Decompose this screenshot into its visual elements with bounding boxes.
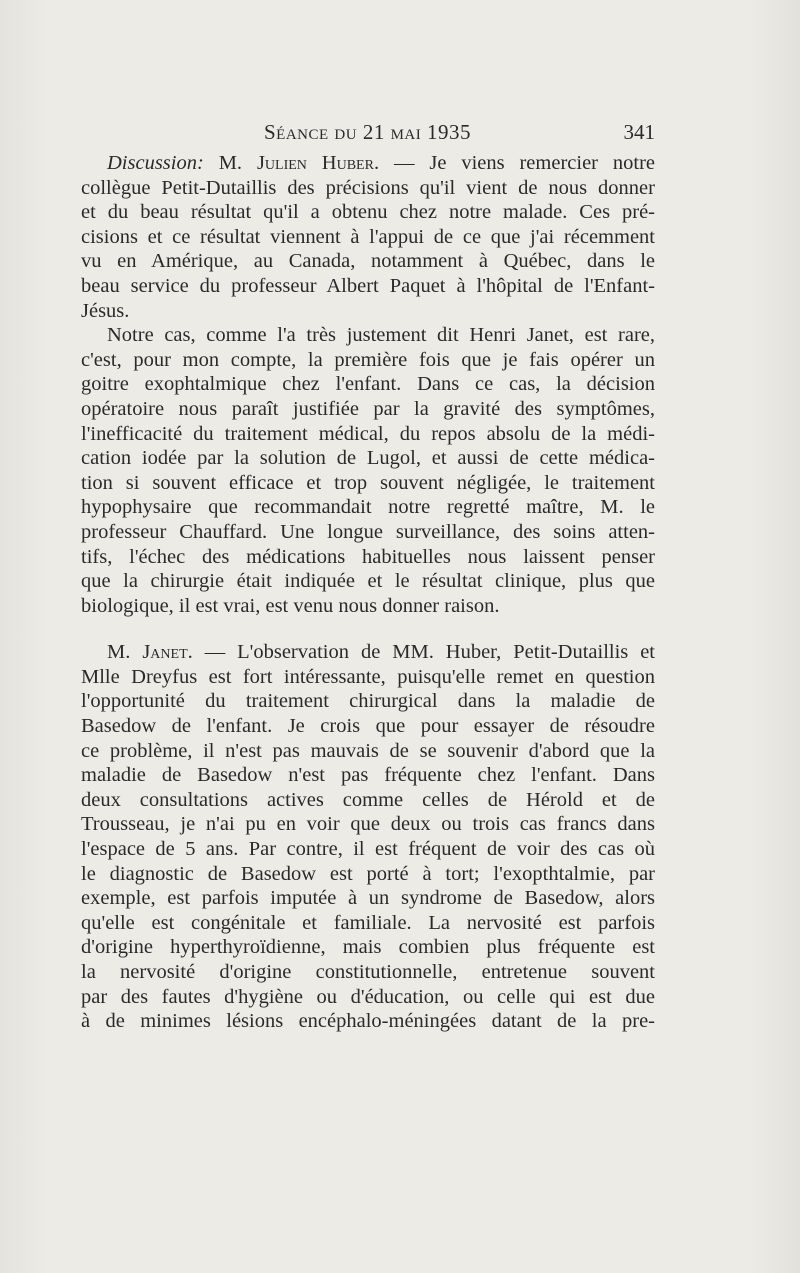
text-line: qu'elle est congénitale et familiale. La nervosité est parfois [81,911,655,934]
text-line: hypophysaire que recommandait notre regretté maître, M. le [81,496,655,519]
text-line: Basedow de l'enfant. Je crois que pour essayer de résoudre [81,715,655,738]
text-line: la nervosité d'origine constitutionnelle, entretenue souvent [81,961,655,983]
speaker-prefix: M. [107,641,131,664]
text-line: Notre cas, comme l'a très justement dit Henri Janet, est rare, [107,324,655,347]
text-line: l'opportunité du traitement chirurgical dans la maladie de [81,690,655,713]
text-line: c'est, pour mon compte, la première fois que je fais opérer un [81,348,655,371]
text-line: deux consultations actives comme celles de Hérold et de [81,788,655,811]
text-line: collègue Petit-Dutaillis des précisions qu'il vient de nous donner [81,176,655,199]
text-line: maladie de Basedow n'est pas fréquente chez l'enfant. Dans [81,764,655,787]
text-fragment: . — Je viens remercier notre [373,152,655,174]
page-number: 341 [623,120,655,144]
text-line: à de minimes lésions encéphalo-méningées datant de la pre- [81,1010,655,1033]
text-line: tion si souvent efficace et trop souvent négligée, le traitement [81,471,655,494]
text-line: Mlle Dreyfus est fort intéressante, puisqu'elle remet en question [81,665,655,688]
text-line: par des fautes d'hygiène ou d'éducation, ou celle qui est due [81,985,655,1008]
text-line: beau service du professeur Albert Paquet à l'hôpital de l'Enfant- [81,274,655,297]
text-line: d'origine hyperthyroïdienne, mais combien plus fréquente est [81,936,655,959]
paragraph-gap [81,618,655,640]
text-fragment: . — L'observation de MM. Huber, Petit-Dutaillis et [187,641,656,664]
text-line: que la chirurgie était indiquée et le résultat clinique, plus que [81,570,655,593]
running-title: Séance du 21 mai 1935 [263,120,471,144]
text-line: exemple, est parfois imputée à un syndrome de Basedow, alors [81,887,655,910]
page-body [81,151,655,1034]
text-line: le diagnostic de Basedow est porté à tort; l'exopthtalmie, par [81,862,655,885]
text-line: vu en Amérique, au Canada, notamment à Québec, dans le [81,250,655,273]
speaker-name: Janet [142,641,188,664]
discussion-label: Discussion: [107,152,204,174]
text-line [81,640,655,665]
text-line: l'inefficacité du traitement médical, du repos absolu de la médi- [81,422,655,445]
text-line: Jésus. [81,299,130,322]
text-line: biologique, il est vrai, est venu nous donner raison. [81,594,500,617]
case-paragraph [81,323,655,618]
speaker-name: Julien Huber [256,152,374,174]
text-line: ce problème, il n'est pas mauvais de se souvenir d'abord que la [81,739,655,762]
text-line: goitre exophtalmique chez l'enfant. Dans ce cas, la décision [81,373,655,396]
janet-paragraph [81,640,655,1034]
text-line: et du beau résultat qu'il a obtenu chez notre malade. Ces pré- [81,201,655,224]
text-line: cisions et ce résultat viennent à l'appui de ce que j'ai récemment [81,225,655,248]
text-line: cation iodée par la solution de Lugol, et aussi de cette médica- [81,447,655,470]
discussion-paragraph [81,151,655,323]
text-line: professeur Chauffard. Une longue surveillance, des soins atten- [81,520,655,543]
text-line: opératoire nous paraît justifiée par la gravité des symptômes, [81,397,655,420]
speaker-prefix: M. [218,152,243,174]
text-line: tifs, l'échec des médications habituelles nous laissent penser [81,545,655,568]
text-line: l'espace de 5 ans. Par contre, il est fréquent de voir des cas où [81,838,655,861]
text-line: Trousseau, je n'ai pu en voir que deux ou trois cas francs dans [81,813,655,836]
text-line [81,151,655,176]
page-header [80,112,655,152]
